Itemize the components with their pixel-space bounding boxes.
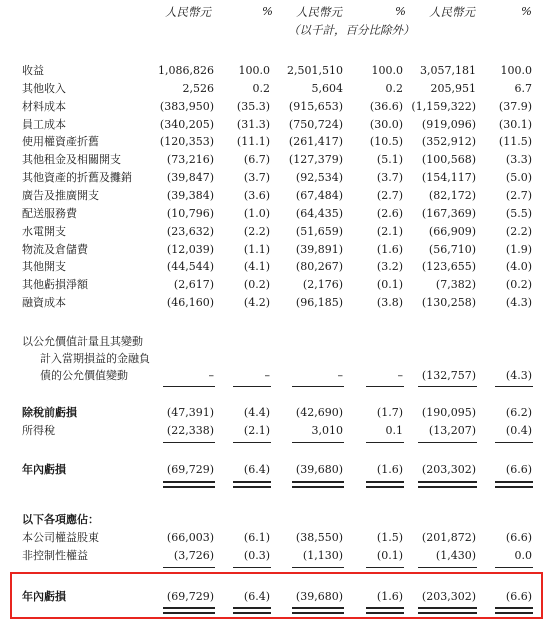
row-value: (64,435) bbox=[295, 206, 343, 220]
row-value: (82,172) bbox=[428, 189, 476, 202]
double-underline bbox=[418, 481, 477, 488]
row-value: (30.1) bbox=[498, 117, 532, 131]
row-value: 3,057,181 bbox=[420, 64, 476, 77]
row-value: (3.8) bbox=[376, 296, 403, 310]
row-value: 5,604 bbox=[311, 81, 343, 95]
underline bbox=[233, 386, 271, 387]
underline bbox=[233, 567, 271, 568]
row-value: (167,369) bbox=[421, 206, 476, 220]
nci-row bbox=[0, 548, 550, 564]
row-label: 融資成本 bbox=[22, 296, 66, 310]
fv-value-1: – bbox=[208, 369, 214, 382]
double-underline bbox=[233, 607, 271, 614]
lyf-value-5: (203,302) bbox=[421, 590, 476, 603]
ly-value-1: (69,729) bbox=[166, 463, 214, 476]
lbt-value-1: (47,391) bbox=[166, 406, 214, 419]
double-underline bbox=[292, 481, 344, 488]
row-value: (6.7) bbox=[243, 153, 270, 167]
row-value: (56,710) bbox=[428, 242, 476, 256]
row-value: (2.2) bbox=[243, 224, 270, 238]
ly-value-3: (39,680) bbox=[295, 463, 343, 476]
row-value: (5.0) bbox=[505, 171, 532, 185]
nci-value-3: (1,130) bbox=[302, 549, 343, 562]
attributable-heading-row bbox=[0, 512, 550, 528]
double-underline bbox=[366, 607, 404, 614]
row-value: (73,216) bbox=[166, 153, 214, 167]
underline bbox=[292, 442, 344, 443]
row-value: (3.3) bbox=[505, 153, 532, 167]
row-value: (2.2) bbox=[505, 224, 532, 238]
tax-value-1: (22,338) bbox=[166, 424, 214, 437]
nci-value-5: (1,430) bbox=[435, 549, 476, 562]
fv-value-4: – bbox=[397, 369, 403, 382]
row-value: (261,417) bbox=[288, 135, 343, 149]
fv-value-6: (4.3) bbox=[505, 369, 532, 382]
row-value: (39,384) bbox=[166, 189, 214, 202]
row-label: 配送服務費 bbox=[22, 206, 77, 220]
table-row bbox=[0, 152, 550, 168]
row-value: (154,117) bbox=[421, 171, 476, 185]
double-underline bbox=[163, 607, 215, 614]
double-underline bbox=[495, 481, 533, 488]
tax-value-4: 0.1 bbox=[385, 424, 403, 437]
nci-value-4: (0.1) bbox=[376, 549, 403, 562]
double-underline bbox=[163, 481, 215, 488]
row-label: 收益 bbox=[22, 64, 44, 77]
header-rmb-1: 人民幣元 bbox=[165, 5, 211, 19]
row-value: (3.7) bbox=[243, 171, 270, 185]
row-value: (130,258) bbox=[421, 296, 476, 310]
header-rmb-2: 人民幣元 bbox=[296, 5, 342, 19]
row-value: (96,185) bbox=[295, 296, 343, 310]
row-value: (80,267) bbox=[295, 260, 343, 274]
row-value: (340,205) bbox=[159, 117, 214, 131]
underline bbox=[163, 567, 215, 568]
row-value: (23,632) bbox=[166, 224, 214, 238]
header-pct-1: % bbox=[262, 4, 273, 18]
row-value: (2.7) bbox=[376, 189, 403, 202]
underline bbox=[418, 567, 477, 568]
row-value: (2,617) bbox=[173, 278, 214, 292]
row-value: (44,544) bbox=[166, 260, 214, 274]
header-rmb-3: 人民幣元 bbox=[429, 5, 475, 19]
underline bbox=[292, 567, 344, 568]
row-value: 0.2 bbox=[385, 81, 403, 95]
fv-row-line2 bbox=[0, 351, 550, 367]
underline bbox=[495, 386, 533, 387]
row-value: (0.2) bbox=[505, 278, 532, 292]
own-value-2: (6.1) bbox=[243, 531, 270, 544]
row-value: (1.1) bbox=[243, 242, 270, 256]
row-value: (915,653) bbox=[288, 99, 343, 113]
row-value: (120,353) bbox=[159, 135, 214, 149]
row-value: (92,534) bbox=[295, 171, 343, 185]
fv-label-line3: 債的公允價值變動 bbox=[40, 369, 128, 382]
double-underline bbox=[292, 607, 344, 614]
row-value: (919,096) bbox=[421, 117, 476, 131]
row-value: (46,160) bbox=[166, 296, 214, 310]
row-value: (30.0) bbox=[369, 117, 403, 131]
fv-label-line1: 以公允價值計量且其變動 bbox=[22, 335, 143, 348]
row-value: (2,176) bbox=[302, 278, 343, 292]
table-row bbox=[0, 134, 550, 150]
table-row bbox=[0, 206, 550, 222]
underline bbox=[163, 442, 215, 443]
row-value: (127,379) bbox=[288, 153, 343, 167]
row-value: (10.5) bbox=[369, 135, 403, 149]
row-value: (750,724) bbox=[288, 117, 343, 131]
underline bbox=[495, 567, 533, 568]
nci-label: 非控制性權益 bbox=[22, 549, 88, 562]
row-value: 1,086,826 bbox=[158, 64, 214, 77]
attributable-heading: 以下各項應佔： bbox=[22, 513, 99, 526]
row-value: 6.7 bbox=[514, 81, 532, 95]
lyf-value-6: (6.6) bbox=[505, 590, 532, 603]
ly-value-4: (1.6) bbox=[376, 463, 403, 476]
ly-value-5: (203,302) bbox=[421, 463, 476, 476]
double-underline bbox=[418, 607, 477, 614]
row-label: 物流及倉儲費 bbox=[22, 242, 88, 256]
loss-year-label: 年內虧損 bbox=[22, 463, 66, 476]
tax-value-6: (0.4) bbox=[505, 424, 532, 437]
underline bbox=[233, 442, 271, 443]
lbt-value-3: (42,690) bbox=[295, 406, 343, 419]
row-value: 2,501,510 bbox=[287, 64, 343, 77]
row-value: (0.1) bbox=[376, 278, 403, 292]
nci-value-6: 0.0 bbox=[514, 549, 532, 562]
row-label: 使用權資產折舊 bbox=[22, 135, 99, 149]
fv-row-line1 bbox=[0, 334, 550, 350]
row-value: (383,950) bbox=[159, 99, 214, 113]
own-value-6: (6.6) bbox=[505, 531, 532, 544]
row-label: 其他虧損淨額 bbox=[22, 278, 88, 292]
table-row bbox=[0, 277, 550, 293]
row-value: (51,659) bbox=[295, 224, 343, 238]
row-value: (352,912) bbox=[421, 135, 476, 149]
lyf-value-4: (1.6) bbox=[376, 590, 403, 603]
underline bbox=[495, 442, 533, 443]
row-label: 其他資產的折舊及攤銷 bbox=[22, 171, 132, 185]
row-label: 材料成本 bbox=[22, 99, 66, 113]
row-value: (3.2) bbox=[376, 260, 403, 274]
loss-year-final-row bbox=[0, 589, 550, 605]
lyf-value-2: (6.4) bbox=[243, 590, 270, 603]
header-pct-3: % bbox=[521, 4, 532, 18]
underline bbox=[366, 386, 404, 387]
underline bbox=[418, 442, 477, 443]
own-value-1: (66,003) bbox=[166, 531, 214, 544]
underline bbox=[366, 442, 404, 443]
table-row bbox=[0, 224, 550, 240]
loss-before-tax-row bbox=[0, 405, 550, 421]
row-value: (1,159,322) bbox=[411, 99, 476, 113]
row-value: (0.2) bbox=[243, 278, 270, 292]
row-value: (39,847) bbox=[166, 171, 214, 185]
underline bbox=[418, 386, 477, 387]
ly-value-2: (6.4) bbox=[243, 463, 270, 476]
row-value: (11.1) bbox=[236, 135, 270, 149]
lbt-value-2: (4.4) bbox=[243, 406, 270, 419]
lyf-value-3: (39,680) bbox=[295, 590, 343, 603]
loss-before-tax-label: 除稅前虧損 bbox=[22, 406, 77, 419]
row-label: 水電開支 bbox=[22, 224, 66, 238]
row-value: (10,796) bbox=[166, 206, 214, 220]
row-value: (35.3) bbox=[236, 99, 270, 113]
own-value-3: (38,550) bbox=[295, 531, 343, 544]
row-label: 員工成本 bbox=[22, 117, 66, 131]
row-value: (3.7) bbox=[376, 171, 403, 185]
table-row bbox=[0, 188, 550, 204]
loss-year-final-label: 年內虧損 bbox=[22, 590, 66, 603]
table-row bbox=[0, 81, 550, 97]
row-value: (5.5) bbox=[505, 206, 532, 220]
fv-label-line2: 計入當期損益的金融負 bbox=[40, 352, 150, 365]
row-value: (2.7) bbox=[505, 189, 532, 202]
row-value: (3.6) bbox=[243, 189, 270, 202]
nci-value-1: (3,726) bbox=[173, 549, 214, 562]
income-tax-row bbox=[0, 423, 550, 439]
row-value: 0.2 bbox=[252, 81, 270, 95]
underline bbox=[366, 567, 404, 568]
fv-value-2: – bbox=[264, 369, 270, 382]
table-row bbox=[0, 295, 550, 311]
row-value: (4.3) bbox=[505, 296, 532, 310]
table-row bbox=[0, 117, 550, 133]
row-value: 205,951 bbox=[430, 81, 476, 95]
double-underline bbox=[233, 481, 271, 488]
row-value: (4.1) bbox=[243, 260, 270, 274]
ly-value-6: (6.6) bbox=[505, 463, 532, 476]
row-value: 100.0 bbox=[500, 64, 532, 77]
row-value: (4.0) bbox=[505, 260, 532, 274]
fv-value-3: – bbox=[337, 369, 343, 382]
fv-value-5: (132,757) bbox=[421, 369, 476, 382]
row-value: 100.0 bbox=[238, 64, 270, 77]
row-value: (36.6) bbox=[369, 99, 403, 113]
table-row bbox=[0, 63, 550, 79]
row-value: (39,891) bbox=[295, 242, 343, 256]
lbt-value-6: (6.2) bbox=[505, 406, 532, 419]
own-value-4: (1.5) bbox=[376, 531, 403, 544]
row-label: 其他租金及相關開支 bbox=[22, 153, 121, 167]
fv-row-line3 bbox=[0, 368, 550, 384]
tax-value-2: (2.1) bbox=[243, 424, 270, 437]
row-label: 其他開支 bbox=[22, 260, 66, 274]
table-row bbox=[0, 99, 550, 115]
row-value: (37.9) bbox=[498, 99, 532, 113]
row-value: (1.0) bbox=[243, 206, 270, 220]
loss-year-row bbox=[0, 462, 550, 478]
lbt-value-5: (190,095) bbox=[421, 406, 476, 419]
double-underline bbox=[366, 481, 404, 488]
row-value: (4.2) bbox=[243, 296, 270, 310]
row-value: (12,039) bbox=[166, 242, 214, 256]
row-value: 100.0 bbox=[371, 64, 403, 77]
underline bbox=[163, 386, 215, 387]
row-value: (1.6) bbox=[376, 242, 403, 256]
row-label: 其他收入 bbox=[22, 81, 66, 95]
row-value: (11.5) bbox=[498, 135, 532, 149]
row-value: (67,484) bbox=[295, 189, 343, 202]
row-value: (31.3) bbox=[236, 117, 270, 131]
lyf-value-1: (69,729) bbox=[166, 590, 214, 603]
row-value: (123,655) bbox=[421, 260, 476, 274]
row-value: (2.1) bbox=[376, 224, 403, 238]
table-row bbox=[0, 170, 550, 186]
row-value: (7,382) bbox=[435, 278, 476, 292]
table-row bbox=[0, 242, 550, 258]
header-pct-2: % bbox=[395, 4, 406, 18]
double-underline bbox=[495, 607, 533, 614]
row-value: (2.6) bbox=[376, 206, 403, 220]
row-value: (1.9) bbox=[505, 242, 532, 256]
row-value: (5.1) bbox=[376, 153, 403, 167]
row-value: 2,526 bbox=[182, 81, 214, 95]
tax-value-5: (13,207) bbox=[428, 424, 476, 437]
own-value-5: (201,872) bbox=[421, 531, 476, 544]
lbt-value-4: (1.7) bbox=[376, 406, 403, 419]
row-value: (66,909) bbox=[428, 224, 476, 238]
income-tax-label: 所得稅 bbox=[22, 424, 55, 437]
underline bbox=[292, 386, 344, 387]
row-label: 廣告及推廣開支 bbox=[22, 189, 99, 202]
header-unit-note: （以千計，百分比除外） bbox=[288, 23, 415, 37]
nci-value-2: (0.3) bbox=[243, 549, 270, 562]
owners-label: 本公司權益股東 bbox=[22, 531, 99, 544]
row-value: (100,568) bbox=[421, 153, 476, 167]
table-row bbox=[0, 259, 550, 275]
owners-row bbox=[0, 530, 550, 546]
tax-value-3: 3,010 bbox=[311, 424, 343, 437]
